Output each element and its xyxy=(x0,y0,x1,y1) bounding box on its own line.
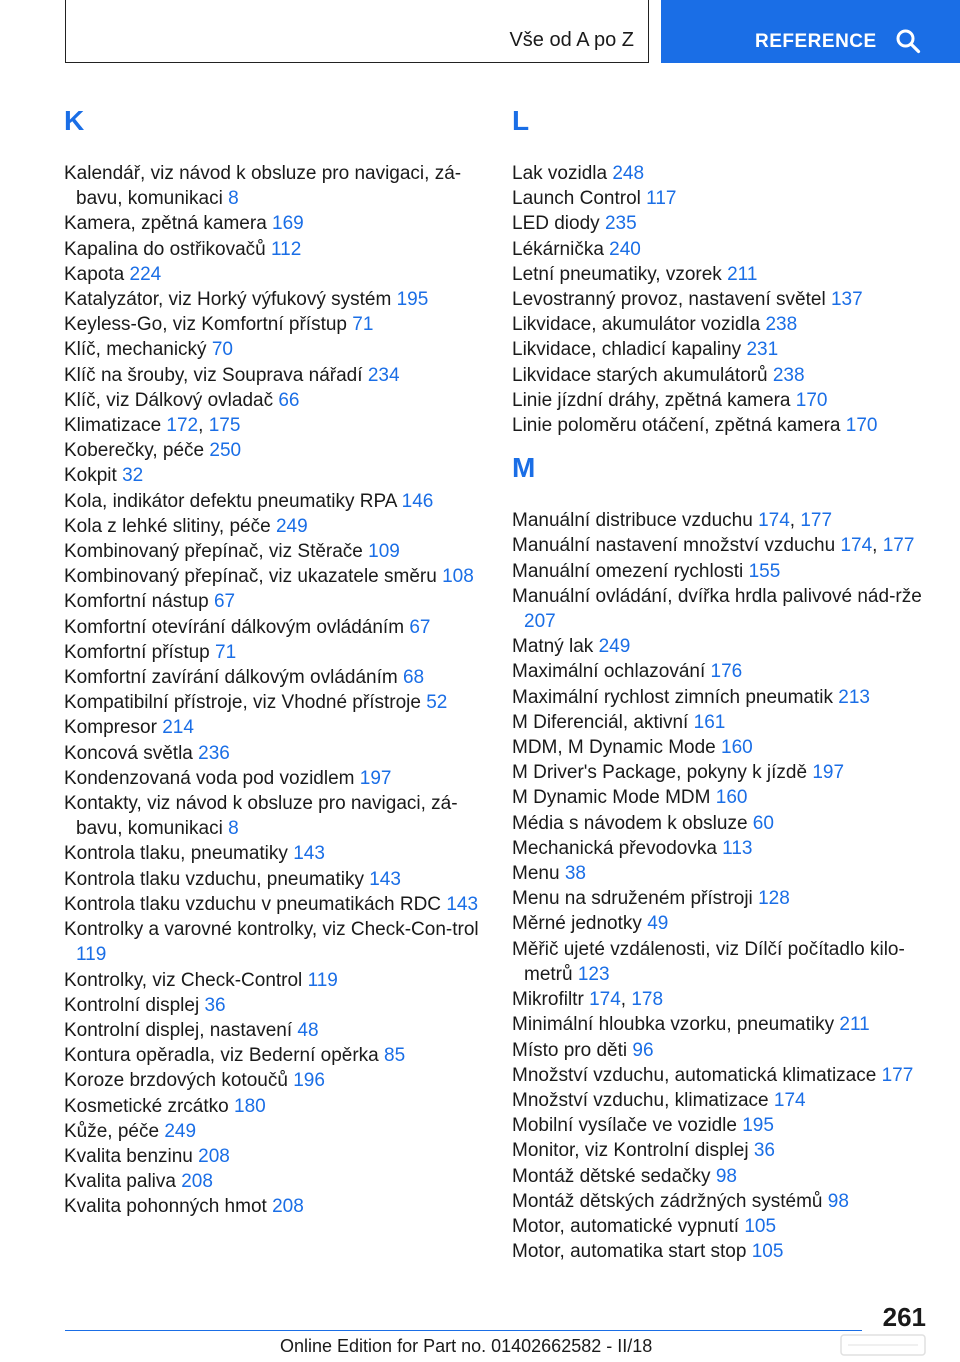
entry-term: Linie poloměru otáčení, zpětná kamera xyxy=(512,415,846,437)
search-icon[interactable] xyxy=(895,28,921,54)
index-entry xyxy=(64,968,484,993)
page-link[interactable]: 248 xyxy=(612,163,645,184)
index-entry xyxy=(64,438,484,463)
index-entry xyxy=(512,363,932,388)
entry-term: Manuální nastavení množství vzduchu xyxy=(512,535,841,557)
entry-term: M Diferenciál, aktivní xyxy=(512,711,694,733)
index-entry xyxy=(512,634,932,659)
page-link[interactable]: 170 xyxy=(845,415,878,437)
page-link[interactable]: 155 xyxy=(748,560,781,582)
index-entry xyxy=(512,1189,932,1214)
index-entry xyxy=(64,287,484,312)
section-title: Vše od A po Z xyxy=(509,29,634,51)
page-link[interactable]: 174 xyxy=(758,510,790,532)
entry-term: Matný lak xyxy=(512,636,599,658)
entry-term: Kola z lehké slitiny, péče xyxy=(64,515,276,537)
entry-term: Komfortní přístup xyxy=(64,641,216,663)
page-link[interactable]: 238 xyxy=(772,364,805,386)
entry-term: Měřič ujeté vzdálenosti, viz Dílčí počítadlo kilo-metrů xyxy=(512,938,905,985)
page-link[interactable]: 160 xyxy=(715,787,748,809)
entry-term: Kola, indikátor defektu pneumatiky RPA xyxy=(64,490,402,512)
page-link[interactable]: 208 xyxy=(272,1196,304,1218)
chapter-tab[interactable] xyxy=(661,0,960,63)
index-entry xyxy=(512,1038,932,1063)
index-entry xyxy=(512,685,932,710)
page-link[interactable]: 224 xyxy=(129,263,162,285)
page-link[interactable]: 143 xyxy=(446,893,479,915)
page-separator: , xyxy=(872,535,883,557)
page-link[interactable]: 98 xyxy=(827,1190,849,1212)
page-link[interactable]: 208 xyxy=(198,1145,230,1167)
entry-term: Likvidace, chladicí kapaliny xyxy=(512,339,747,361)
entry-term: Montáž dětských zádržných systémů xyxy=(512,1190,828,1212)
index-entry xyxy=(64,766,484,791)
index-entry xyxy=(64,1018,484,1043)
page-link[interactable]: 214 xyxy=(162,717,194,739)
entry-term: Minimální hloubka vzorku, pneumatiky xyxy=(512,1014,840,1036)
page-link[interactable]: 123 xyxy=(577,963,610,985)
index-entry xyxy=(64,791,484,841)
index-entry xyxy=(512,1214,932,1239)
page-link[interactable]: 32 xyxy=(122,465,144,487)
entry-term: Kapota xyxy=(64,263,130,285)
entry-term: Kamera, zpětná kamera xyxy=(64,213,273,235)
entry-term: Kontura opěradla, viz Bederní opěrka xyxy=(64,1045,385,1067)
page-link[interactable]: 160 xyxy=(721,737,753,759)
entry-term: Kosmetické zrcátko xyxy=(64,1095,234,1117)
page-link[interactable]: 235 xyxy=(604,213,637,235)
page-link[interactable]: 174 xyxy=(589,989,621,1011)
entry-term: Keyless-Go, viz Komfortní přístup xyxy=(64,314,353,336)
index-entry xyxy=(512,161,932,186)
page-link[interactable]: 68 xyxy=(402,667,425,689)
index-entry xyxy=(512,785,932,810)
entry-term: Maximální ochlazování xyxy=(512,661,711,683)
page-link[interactable]: 211 xyxy=(727,263,758,285)
index-entry xyxy=(512,533,932,558)
index-entry xyxy=(512,836,932,861)
page-link[interactable]: 250 xyxy=(209,440,242,462)
page-link[interactable]: 108 xyxy=(442,566,474,588)
page-link[interactable]: 143 xyxy=(369,868,401,890)
index-entry xyxy=(64,690,484,715)
index-entry xyxy=(64,841,484,866)
index-entry xyxy=(64,1119,484,1144)
page-link[interactable]: 71 xyxy=(352,314,374,336)
page-link[interactable]: 52 xyxy=(426,692,448,714)
page-link[interactable]: 175 xyxy=(208,415,241,437)
index-entry xyxy=(64,337,484,362)
entry-term: Kontakty, viz návod k obsluze pro navigaci, zá-bavu, komunikaci xyxy=(64,793,458,840)
page-link[interactable]: 196 xyxy=(293,1070,325,1092)
index-entry xyxy=(512,237,932,262)
index-entry xyxy=(64,1144,484,1169)
page-link[interactable]: 234 xyxy=(367,364,400,386)
index-entry xyxy=(512,735,932,760)
index-entry xyxy=(64,262,484,287)
page-link[interactable]: 249 xyxy=(164,1120,197,1142)
section-letter: M xyxy=(512,452,536,484)
page-link[interactable]: 195 xyxy=(396,289,429,311)
chapter-title: REFERENCE xyxy=(755,31,877,52)
entry-term: Kontrola tlaku, pneumatiky xyxy=(64,843,294,865)
entry-term: Klíč na šrouby, viz Souprava nářadí xyxy=(64,364,368,386)
entry-term: Klimatizace xyxy=(64,415,167,437)
entry-term: Kvalita pohonných hmot xyxy=(64,1196,273,1218)
index-entry xyxy=(64,514,484,539)
entry-term: Kontrolní displej xyxy=(64,994,205,1016)
page-link[interactable]: 66 xyxy=(278,389,300,411)
entry-term: Množství vzduchu, automatická klimatizace xyxy=(512,1064,882,1086)
entry-term: Kombinovaný přepínač, viz ukazatele směru xyxy=(64,566,443,588)
index-entry xyxy=(512,262,932,287)
entry-term: Linie jízdní dráhy, zpětná kamera xyxy=(512,389,796,411)
index-entry xyxy=(64,413,484,438)
index-entry xyxy=(512,861,932,886)
section-letter: K xyxy=(64,105,85,136)
index-entry xyxy=(64,363,484,388)
entry-term: Kontrola tlaku vzduchu v pneumatikách RDC xyxy=(64,893,447,915)
index-entry xyxy=(64,715,484,740)
index-entry xyxy=(512,584,932,634)
index-entry xyxy=(512,886,932,911)
entry-term: Manuální omezení rychlosti xyxy=(512,560,749,582)
entry-term: LED diody xyxy=(512,213,605,235)
entry-term: Koberečky, péče xyxy=(64,440,210,462)
entry-term: Kontrola tlaku vzduchu, pneumatiky xyxy=(64,868,370,890)
index-entry xyxy=(64,665,484,690)
index-entry xyxy=(64,312,484,337)
page-link[interactable]: 105 xyxy=(744,1215,777,1237)
entry-term: Lékárnička xyxy=(512,238,610,260)
index-entry xyxy=(512,559,932,584)
entry-term: Menu xyxy=(512,863,565,885)
page-link[interactable]: 70 xyxy=(211,339,233,361)
index-entry xyxy=(64,161,484,211)
page-separator: , xyxy=(620,989,632,1011)
entry-term: Koroze brzdových kotoučů xyxy=(64,1070,294,1092)
page-link[interactable]: 177 xyxy=(882,535,915,557)
page-link[interactable]: 67 xyxy=(213,591,236,613)
page-link[interactable]: 146 xyxy=(401,490,434,512)
page-link[interactable]: 180 xyxy=(234,1095,266,1117)
index-entry xyxy=(512,987,932,1012)
page-link[interactable]: 67 xyxy=(409,616,431,638)
index-entry xyxy=(64,1043,484,1068)
page-link[interactable]: 249 xyxy=(598,636,631,658)
index-section-l xyxy=(512,105,932,438)
index-entry xyxy=(512,710,932,735)
page-link[interactable]: 207 xyxy=(524,611,556,633)
page-link[interactable]: 48 xyxy=(297,1019,319,1041)
page-link[interactable]: 128 xyxy=(758,888,790,910)
watermark-logo xyxy=(840,1332,926,1358)
index-entry xyxy=(64,1068,484,1093)
index-entry xyxy=(64,388,484,413)
page-link[interactable]: 38 xyxy=(564,863,586,885)
entry-term: Likvidace, akumulátor vozidla xyxy=(512,314,766,336)
page-link[interactable]: 8 xyxy=(228,188,239,210)
page-link[interactable]: 177 xyxy=(881,1064,914,1086)
entry-term: Lak vozidla xyxy=(512,163,613,184)
page-link[interactable]: 119 xyxy=(76,944,107,966)
page-link[interactable]: 98 xyxy=(715,1165,737,1187)
index-entry xyxy=(512,1012,932,1037)
entry-term: Kontrolky a varovné kontrolky, viz Check-Con-trol xyxy=(64,919,479,941)
section-header-box xyxy=(65,0,649,63)
entry-term: Kvalita benzinu xyxy=(64,1145,199,1167)
index-entry xyxy=(64,1169,484,1194)
entry-term: Menu na sdruženém přístroji xyxy=(512,888,759,910)
entry-term: Montáž dětské sedačky xyxy=(512,1165,716,1187)
index-entry xyxy=(64,1194,484,1219)
page-link[interactable]: 8 xyxy=(228,818,239,840)
page-separator: , xyxy=(198,415,209,437)
page-link[interactable]: 177 xyxy=(800,510,833,532)
entry-term: Mobilní vysílače ve vozidle xyxy=(512,1115,743,1137)
index-entry xyxy=(512,388,932,413)
page-link[interactable]: 85 xyxy=(384,1045,406,1067)
index-entry xyxy=(512,337,932,362)
entry-term: Motor, automatické vypnutí xyxy=(512,1215,745,1237)
index-entry xyxy=(512,937,932,987)
index-entry xyxy=(64,867,484,892)
index-entry xyxy=(64,539,484,564)
entry-term: M Dynamic Mode MDM xyxy=(512,787,716,809)
page-link[interactable]: 195 xyxy=(742,1115,774,1137)
index-entry xyxy=(512,287,932,312)
page-link[interactable]: 109 xyxy=(368,541,400,563)
index-entry xyxy=(64,589,484,614)
page-number: 261 xyxy=(882,1302,926,1332)
index-entry xyxy=(512,811,932,836)
edition-note: Online Edition for Part no. 01402662582 - II/18 xyxy=(280,1336,653,1356)
index-section-m xyxy=(512,452,932,1264)
index-entry xyxy=(512,211,932,236)
entry-term: Letní pneumatiky, vzorek xyxy=(512,263,728,285)
index-entry xyxy=(512,1239,932,1264)
index-column-left xyxy=(64,100,484,1220)
entry-term: Kontrolní displej, nastavení xyxy=(64,1019,298,1041)
page-separator: , xyxy=(789,510,801,532)
index-section-k xyxy=(64,105,484,1220)
page-link[interactable]: 172 xyxy=(166,415,199,437)
index-entry xyxy=(64,564,484,589)
entry-term: Kompresor xyxy=(64,717,163,739)
index-entry xyxy=(512,760,932,785)
index-entry xyxy=(64,615,484,640)
page-link[interactable]: 238 xyxy=(765,314,798,336)
entry-term: Kalendář, viz návod k obsluze pro navigaci, zá-bavu, komunikaci xyxy=(64,163,462,210)
index-entry xyxy=(512,659,932,684)
index-entry xyxy=(512,1164,932,1189)
page-link[interactable]: 169 xyxy=(272,213,304,235)
entry-term: Monitor, viz Kontrolní displej xyxy=(512,1140,754,1162)
entry-term: Místo pro děti xyxy=(512,1039,633,1061)
page-link[interactable]: 213 xyxy=(838,686,870,708)
entry-term: M Driver's Package, pokyny k jízdě xyxy=(512,762,813,784)
page-link[interactable]: 137 xyxy=(830,289,863,311)
index-entry xyxy=(64,917,484,967)
entry-term: Kondenzovaná voda pod vozidlem xyxy=(64,767,360,789)
entry-term: Mikrofiltr xyxy=(512,989,590,1011)
page-link[interactable]: 211 xyxy=(839,1014,870,1036)
page-link[interactable]: 249 xyxy=(275,515,308,537)
entry-term: Kompatibilní přístroje, viz Vhodné přístroje xyxy=(64,692,427,714)
page-link[interactable]: 112 xyxy=(271,238,302,260)
index-entry xyxy=(512,1063,932,1088)
page-link[interactable]: 208 xyxy=(181,1171,213,1193)
entry-term: MDM, M Dynamic Mode xyxy=(512,737,722,759)
page-link[interactable]: 143 xyxy=(293,843,325,865)
index-entry xyxy=(64,1094,484,1119)
entry-term: Měrné jednotky xyxy=(512,913,648,935)
entry-term: Manuální distribuce vzduchu xyxy=(512,510,759,532)
entry-term: Klíč, mechanický xyxy=(64,339,212,361)
index-entry xyxy=(512,312,932,337)
section-letter: L xyxy=(512,105,530,136)
entry-term: Množství vzduchu, klimatizace xyxy=(512,1089,774,1111)
page-link[interactable]: 60 xyxy=(752,812,774,834)
index-entry xyxy=(64,892,484,917)
index-entry xyxy=(64,463,484,488)
entry-term: Komfortní otevírání dálkovým ovládáním xyxy=(64,616,410,638)
entry-term: Manuální ovládání, dvířka hrdla palivové nád-rže xyxy=(512,585,922,607)
page-link[interactable]: 174 xyxy=(773,1089,806,1111)
entry-term: Kvalita paliva xyxy=(64,1171,182,1193)
page-link[interactable]: 197 xyxy=(812,762,845,784)
page-link[interactable]: 36 xyxy=(204,994,226,1016)
index-entry xyxy=(64,741,484,766)
entry-term: Katalyzátor, viz Horký výfukový systém xyxy=(64,289,397,311)
index-entry xyxy=(512,508,932,533)
entry-term: Kapalina do ostřikovačů xyxy=(64,238,272,260)
entry-term: Motor, automatika start stop xyxy=(512,1241,752,1263)
index-entry xyxy=(64,993,484,1018)
page-link[interactable]: 176 xyxy=(710,661,743,683)
entry-term: Kokpit xyxy=(64,465,123,487)
index-entry xyxy=(512,1088,932,1113)
index-entry xyxy=(512,186,932,211)
entry-term: Klíč, viz Dálkový ovladač xyxy=(64,389,279,411)
index-column-right xyxy=(512,100,932,1264)
page-link[interactable]: 174 xyxy=(840,535,873,557)
page-link[interactable]: 96 xyxy=(632,1039,654,1061)
index-entry xyxy=(64,211,484,236)
entry-term: Likvidace starých akumulátorů xyxy=(512,364,773,386)
page-link[interactable]: 236 xyxy=(198,742,230,764)
page-link[interactable]: 178 xyxy=(631,989,664,1011)
entry-term: Mechanická převodovka xyxy=(512,837,723,859)
page-link[interactable]: 113 xyxy=(722,837,753,859)
index-entry xyxy=(512,1138,932,1163)
index-entry xyxy=(64,640,484,665)
index-entry xyxy=(512,1113,932,1138)
entry-term: Komfortní nástup xyxy=(64,591,214,613)
page-link[interactable]: 170 xyxy=(795,389,828,411)
page-link[interactable]: 231 xyxy=(746,339,779,361)
page-link[interactable]: 105 xyxy=(751,1241,784,1263)
index-entry xyxy=(512,911,932,936)
footer-divider xyxy=(65,1330,862,1331)
page-link[interactable]: 161 xyxy=(693,711,726,733)
entry-term: Média s návodem k obsluze xyxy=(512,812,753,834)
page-link[interactable]: 117 xyxy=(646,188,677,210)
page-link[interactable]: 197 xyxy=(359,767,392,789)
index-entry xyxy=(64,237,484,262)
page-link[interactable]: 71 xyxy=(215,641,237,663)
entry-term: Kůže, péče xyxy=(64,1120,165,1142)
index-entry xyxy=(512,413,932,438)
entry-term: Maximální rychlost zimních pneumatik xyxy=(512,686,839,708)
entry-term: Komfortní zavírání dálkovým ovládáním xyxy=(64,667,403,689)
entry-term: Levostranný provoz, nastavení světel xyxy=(512,289,831,311)
page-link[interactable]: 49 xyxy=(647,913,669,935)
index-entry xyxy=(64,489,484,514)
entry-term: Kontrolky, viz Check-Control xyxy=(64,969,308,991)
entry-term: Koncová světla xyxy=(64,742,199,764)
page-link[interactable]: 240 xyxy=(609,238,641,260)
entry-term: Launch Control xyxy=(512,188,647,210)
page-link[interactable]: 36 xyxy=(753,1140,775,1162)
entry-term: Kombinovaný přepínač, viz Stěrače xyxy=(64,541,369,563)
page-link[interactable]: 119 xyxy=(307,969,338,991)
